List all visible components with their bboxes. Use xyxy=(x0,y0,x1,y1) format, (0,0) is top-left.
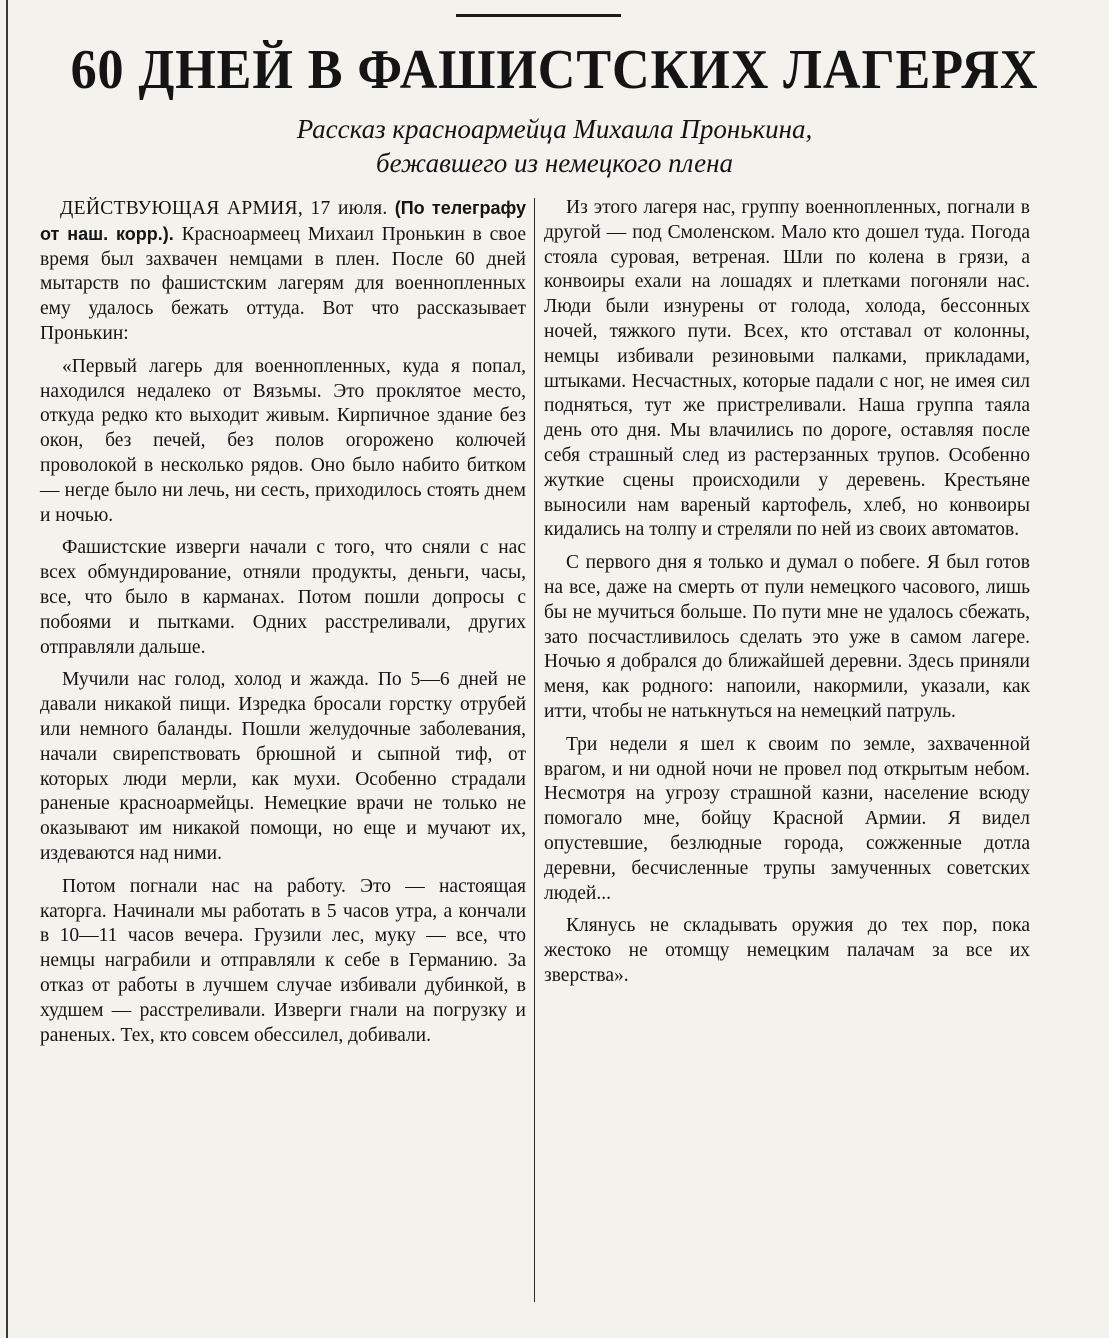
subtitle-line-2: бежавшего из немецкого плена xyxy=(376,148,733,178)
column-right xyxy=(544,196,1030,1308)
paragraph: Фашистские изверги начали с того, что сняли с нас всех обмундирование, отняли продукты, деньги, часы, все, что было в карманах. Потом пошли допросы с побоями и пытками. Одних расстреливали, других отправляли дальше. xyxy=(40,537,526,658)
page-edge-line xyxy=(6,0,8,1338)
paragraph: Из этого лагеря нас, группу военнопленных, погнали в другой — под Смоленском. Мало кто дошел туда. Погода стояла суровая, ветреная. Шли по колена в грязи, а конвоиры ехали на лошадях и плетками погоняли нас. Люди были изнурены от голода, холода, бессонных ночей, тяжкого пути. Всех, кто отставал от колонны, немцы избивали резиновыми палками, прикладами, штыками. Несчастных, которые падали с ног, не имея сил подняться, тут же пристреливали. Наша группа таяла день ото дня. Мы влачились по дороге, оставляя после себя страшный след из растерзанных трупов. Особенно жуткие сцены происходили у деревень. Крестьяне выносили нам вареный картофель, хлеб, но конвоиры кидались на толпу и стреляли по ней из своих автоматов. xyxy=(544,197,1030,541)
headline: 60 ДНЕЙ В ФАШИСТСКИХ ЛАГЕРЯХ xyxy=(70,39,1039,101)
paragraph: Потом погнали нас на работу. Это — настоящая каторга. Начинали мы работать в 5 часов утра, а кончали в 10—11 часов вечера. Грузили лес, муку — все, что немцы награбили и отправляли к себе в Германию. За отказ от работы в лучшем случае избивали дубинкой, в худшем — расстреливали. Изверги гнали на погрузку и раненых. Тех, кто совсем обессилел, добивали. xyxy=(40,875,526,1046)
subtitle xyxy=(0,112,1109,180)
paragraph: Клянусь не складывать оружия до тех пор, пока жестоко не отомщу немецким палачам за все их зверства». xyxy=(544,915,1030,986)
top-rule xyxy=(456,14,621,17)
paragraph-text: Красноармеец Михаил Пронькин в свое время был захвачен немцами в плен. После 60 дней мытарств по фашистским лагерям для военнопленных ему удалось бежать оттуда. Вот что рассказывает Пронькин: xyxy=(40,223,526,344)
paragraph: С первого дня я только и думал о побеге. Я был готов на все, даже на смерть от пули немецкого часового, лишь бы не мучиться больше. По пути мне не удалось сбежать, зато посчастливилось сделать это уже в самом лагере. Ночью я добрался до ближайшей деревни. Здесь приняли меня, как родного: напоили, накормили, указали, как итти, чтобы не натькнуться на немецкий патруль. xyxy=(544,552,1030,722)
paragraph: Три недели я шел к своим по земле, захваченной врагом, и ни одной ночи не провел под открытым небом. Несмотря на угрозу страшной казни, население всюду помогало мне, бойцу Красной Армии. Я видел опустевшие, безлюдные города, сожженные дотла деревни, бесчисленные трупы замученных советских людей... xyxy=(544,733,1030,904)
column-left xyxy=(40,196,526,1308)
subtitle-line-1: Рассказ красноармейца Михаила Пронькина, xyxy=(296,114,813,144)
paragraph: «Первый лагерь для военнопленных, куда я попал, находился недалеко от Вязьмы. Это проклятое место, откуда редко кто выходит живым. Кирпичное здание без окон, без печей, без полов огорожено колючей проволокой в несколько рядов. Оно было набито битком — негде было ни лечь, ни сесть, приходилось стоять днем и ночью. xyxy=(40,355,526,526)
byline: (По телеграфу от наш. корр.). xyxy=(40,198,526,244)
dateline: ДЕЙСТВУЮЩАЯ АРМИЯ, 17 июля. xyxy=(60,198,388,219)
paragraph: Мучили нас голод, холод и жажда. По 5—6 дней не давали никакой пищи. Изредка бросали горстку отрубей или немного баланды. Пошли желудочные заболевания, начали свирепствовать брюшной и сыпной тиф, от которых люди мерли, как мухи. Особенно страдали раненые красноармейцы. Немецкие врачи не только не оказывают им никакой помощи, но еще и мучают их, издеваются над ними. xyxy=(40,669,526,864)
paragraph xyxy=(40,196,526,347)
article-body xyxy=(40,196,1046,1308)
